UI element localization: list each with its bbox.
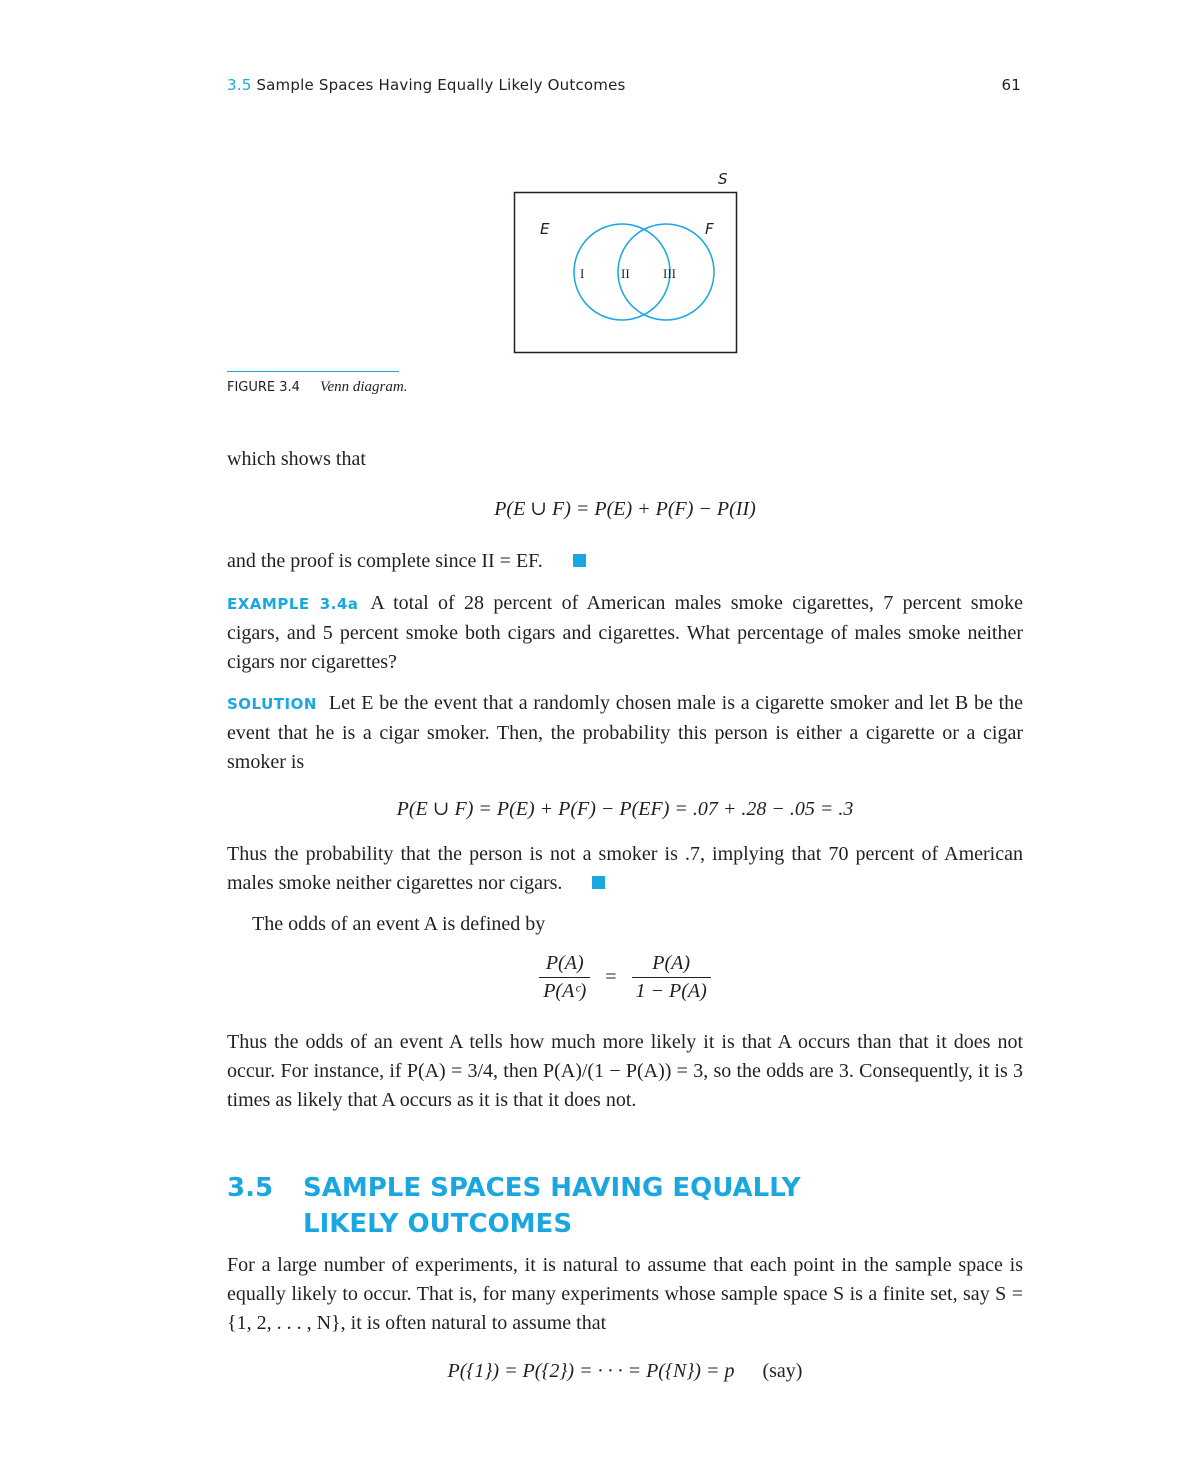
venn-diagram bbox=[500, 160, 760, 360]
running-header bbox=[227, 76, 1021, 94]
odds-equation bbox=[227, 952, 1023, 1003]
figure-caption-text: Venn diagram. bbox=[319, 379, 408, 395]
odds-denominator-left: P(Aᶜ) bbox=[543, 980, 587, 1002]
section-heading-number: 3.5 bbox=[227, 1173, 274, 1203]
figure-caption bbox=[227, 379, 407, 396]
figure-caption-label: FIGURE 3.4 bbox=[227, 380, 300, 395]
section-heading-line2: LIKELY OUTCOMES bbox=[303, 1209, 573, 1239]
region-I: I bbox=[580, 266, 585, 281]
proof-complete-text: and the proof is complete since II = EF. bbox=[227, 550, 543, 572]
thus-probability-paragraph bbox=[227, 840, 1023, 898]
odds-numerator-left: P(A) bbox=[539, 952, 590, 978]
region-III: III bbox=[663, 266, 676, 281]
caption-rule bbox=[227, 371, 399, 372]
odds-explanation: Thus the odds of an event A tells how much more likely it is that A occurs than that it does not occur. For instance, if P(A) = 3/4, then P(A)/(1 − P(A)) = 3, so the odds are 3. Consequently, it is 3 times as likely that A occurs as it is that it does not. bbox=[227, 1031, 1023, 1111]
thus-probability-text: Thus the probability that the person is not a smoker is .7, implying that 70 percent of American males smoke neither cigarettes nor cigars. bbox=[227, 843, 1023, 894]
odds-denominator-right: 1 − P(A) bbox=[635, 980, 707, 1002]
solution-paragraph bbox=[227, 689, 1023, 777]
section-paragraph: For a large number of experiments, it is natural to assume that each point in the sample space is equally likely to occur. That is, for many experiments whose sample space S is a finite set, say S = {1, 2, . . . , N}, it is often natural to assume that bbox=[227, 1254, 1023, 1334]
odds-numerator-right: P(A) bbox=[632, 952, 711, 978]
example-label: EXAMPLE 3.4a bbox=[227, 595, 359, 613]
proof-complete-line bbox=[227, 547, 1023, 576]
which-shows-text: which shows that bbox=[227, 448, 366, 470]
qed-square-icon bbox=[592, 876, 605, 889]
odds-fraction-right bbox=[632, 952, 711, 1003]
label-F: F bbox=[705, 220, 714, 238]
odds-equals: = bbox=[605, 966, 617, 988]
equation-say: (say) bbox=[762, 1360, 803, 1382]
qed-square-icon bbox=[573, 554, 586, 567]
example-paragraph bbox=[227, 589, 1023, 677]
solution-label: SOLUTION bbox=[227, 695, 317, 713]
equation-equally-likely-body: P({1}) = P({2}) = · · · = P({N}) = p bbox=[447, 1360, 735, 1382]
example-text: A total of 28 percent of American males smoke cigarettes, 7 percent smoke cigars, and 5 percent smoke both cigars and cigarettes. What percentage of males smoke neither cigars nor cigarettes? bbox=[227, 592, 1023, 673]
equation-smokers: P(E ∪ F) = P(E) + P(F) − P(EF) = .07 + .28 − .05 = .3 bbox=[396, 798, 854, 820]
equation-union: P(E ∪ F) = P(E) + P(F) − P(II) bbox=[494, 498, 756, 520]
odds-fraction-left bbox=[539, 952, 590, 1003]
odds-intro: The odds of an event A is defined by bbox=[252, 913, 546, 935]
label-E: E bbox=[540, 220, 550, 238]
region-II: II bbox=[621, 266, 630, 281]
label-S: S bbox=[718, 170, 728, 188]
solution-text: Let E be the event that a randomly chosen male is a cigarette smoker and let B be the event that he is a cigar smoker. Then, the probability this person is either a cigarette or a cigar smoker is bbox=[227, 692, 1023, 773]
header-section-number: 3.5 bbox=[227, 76, 252, 94]
section-heading-line1: SAMPLE SPACES HAVING EQUALLY bbox=[303, 1173, 801, 1203]
equation-equally-likely bbox=[227, 1360, 1023, 1383]
header-section-title: Sample Spaces Having Equally Likely Outcomes bbox=[256, 76, 626, 94]
page-number: 61 bbox=[1001, 76, 1021, 94]
